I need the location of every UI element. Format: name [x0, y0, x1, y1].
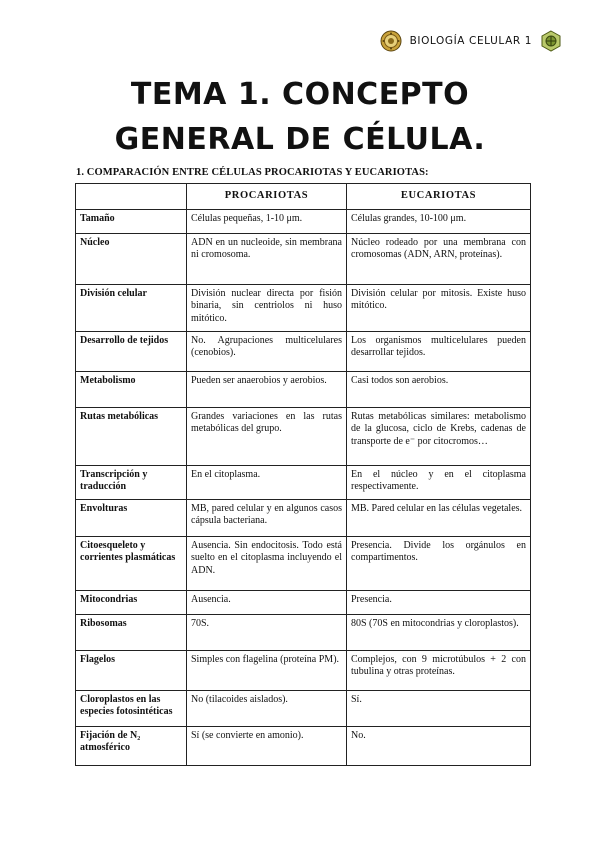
eucariotas-cell: Sí. — [347, 690, 531, 726]
header-empty-cell — [76, 184, 187, 210]
table-header-row — [76, 184, 531, 210]
eucariotas-cell: Células grandes, 10-100 μm. — [347, 209, 531, 233]
table-row — [76, 209, 531, 233]
procariotas-cell: No (tilacoides aislados). — [187, 690, 347, 726]
page-title — [0, 72, 600, 162]
eucariotas-cell: No. — [347, 726, 531, 765]
procariotas-cell: Pueden ser anaerobios y aerobios. — [187, 371, 347, 407]
seal-logo-icon — [380, 30, 402, 52]
eucariotas-cell: Presencia. Divide los orgánulos en compartimentos. — [347, 536, 531, 590]
procariotas-cell: Ausencia. — [187, 590, 347, 614]
row-label: Fijación de N₂ atmosférico — [76, 726, 187, 765]
procariotas-cell: Células pequeñas, 1-10 μm. — [187, 209, 347, 233]
table-row — [76, 284, 531, 331]
eucariotas-cell: Núcleo rodeado por una membrana con cromosomas (ADN, ARN, proteínas). — [347, 233, 531, 284]
procariotas-cell: División nuclear directa por fisión binaria, sin centriolos ni huso mitótico. — [187, 284, 347, 331]
row-label: Rutas metabólicas — [76, 407, 187, 465]
table-row — [76, 331, 531, 371]
row-label: Ribosomas — [76, 614, 187, 650]
eucariotas-cell: División celular por mitosis. Existe huso mitótico. — [347, 284, 531, 331]
row-label: Núcleo — [76, 233, 187, 284]
title-line-1: TEMA 1. CONCEPTO — [130, 77, 470, 112]
procariotas-cell: Simples con flagelina (proteína PM). — [187, 650, 347, 690]
table-row — [76, 407, 531, 465]
header-text: BIOLOGÍA CELULAR 1 — [409, 35, 532, 47]
eucariotas-cell: 80S (70S en mitocondrias y cloroplastos). — [347, 614, 531, 650]
row-label: Cloroplastos en las especies fotosintéticas — [76, 690, 187, 726]
eucariotas-cell: Casi todos son aerobios. — [347, 371, 531, 407]
page-header — [380, 30, 562, 52]
row-label: Transcripción y traducción — [76, 465, 187, 499]
table-row — [76, 590, 531, 614]
header-procariotas: PROCARIOTAS — [187, 184, 347, 210]
title-line-2: GENERAL DE CÉLULA. — [114, 122, 486, 157]
row-label: Desarrollo de tejidos — [76, 331, 187, 371]
procariotas-cell: MB, pared celular y en algunos casos cápsula bacteriana. — [187, 499, 347, 536]
table-row — [76, 371, 531, 407]
row-label: Citoesqueleto y corrientes plasmáticas — [76, 536, 187, 590]
row-label: Metabolismo — [76, 371, 187, 407]
procariotas-cell: Grandes variaciones en las rutas metabólicas del grupo. — [187, 407, 347, 465]
procariotas-cell: Sí (se convierte en amonio). — [187, 726, 347, 765]
table-row — [76, 690, 531, 726]
procariotas-cell: 70S. — [187, 614, 347, 650]
procariotas-cell: ADN en un nucleoide, sin membrana ni cromosoma. — [187, 233, 347, 284]
table-row — [76, 614, 531, 650]
row-label: Envolturas — [76, 499, 187, 536]
table-row — [76, 233, 531, 284]
header-eucariotas: EUCARIOTAS — [347, 184, 531, 210]
eucariotas-cell: Complejos, con 9 microtúbulos + 2 con tubulina y otras proteínas. — [347, 650, 531, 690]
procariotas-cell: Ausencia. Sin endocitosis. Todo está suelto en el citoplasma incluyendo el ADN. — [187, 536, 347, 590]
eucariotas-cell: MB. Pared celular en las células vegetales. — [347, 499, 531, 536]
eucariotas-cell: Presencia. — [347, 590, 531, 614]
row-label: Mitocondrias — [76, 590, 187, 614]
table-row — [76, 726, 531, 765]
procariotas-cell: No. Agrupaciones multicelulares (cenobios). — [187, 331, 347, 371]
eucariotas-cell: Rutas metabólicas similares: metabolismo de la glucosa, ciclo de Krebs, cadenas de transporte de e⁻ por citocromos… — [347, 407, 531, 465]
row-label: División celular — [76, 284, 187, 331]
row-label: Tamaño — [76, 209, 187, 233]
table-row — [76, 650, 531, 690]
table-row — [76, 465, 531, 499]
table-row — [76, 536, 531, 590]
section-heading: 1. COMPARACIÓN ENTRE CÉLULAS PROCARIOTAS Y EUCARIOTAS: — [76, 167, 429, 178]
row-label: Flagelos — [76, 650, 187, 690]
leaf-logo-icon — [540, 30, 562, 52]
table-row — [76, 499, 531, 536]
eucariotas-cell: En el núcleo y en el citoplasma respectivamente. — [347, 465, 531, 499]
comparison-table — [75, 183, 531, 766]
procariotas-cell: En el citoplasma. — [187, 465, 347, 499]
eucariotas-cell: Los organismos multicelulares pueden desarrollar tejidos. — [347, 331, 531, 371]
